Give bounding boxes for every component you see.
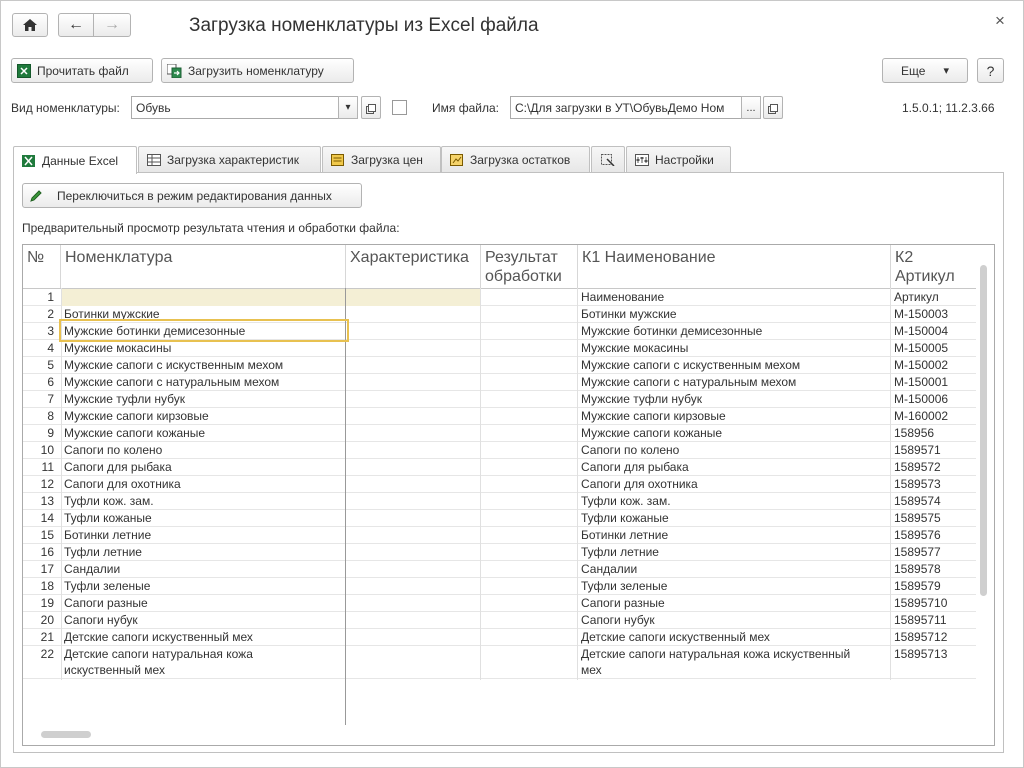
- cell-num[interactable]: 1: [47, 290, 54, 304]
- version-text: 1.5.0.1; 11.2.3.66: [902, 101, 995, 115]
- cell-item[interactable]: Мужские туфли нубук: [64, 392, 186, 406]
- cell-num[interactable]: 17: [40, 562, 54, 576]
- table-row[interactable]: [23, 544, 976, 561]
- item-type-field[interactable]: [131, 96, 339, 119]
- cell-k1[interactable]: Наименование: [581, 290, 665, 304]
- cell-item[interactable]: [61, 646, 345, 679]
- ellipsis-icon: ...: [746, 101, 756, 114]
- cell-k2[interactable]: 1589574: [894, 494, 941, 508]
- pencil-icon: [29, 189, 43, 203]
- cell-characteristic[interactable]: [346, 374, 480, 391]
- close-icon[interactable]: ×: [995, 11, 1005, 30]
- table-row[interactable]: [23, 510, 976, 527]
- table-row[interactable]: [23, 391, 976, 408]
- cell-k1[interactable]: Мужские ботинки демисезонные: [581, 324, 763, 338]
- cell-characteristic[interactable]: [346, 340, 480, 357]
- excel-icon: [17, 64, 31, 78]
- cell-result[interactable]: [481, 612, 577, 629]
- cell-num[interactable]: 20: [40, 613, 54, 627]
- cell-k1[interactable]: Сапоги нубук: [581, 613, 655, 627]
- cell-item[interactable]: Мужские мокасины: [64, 341, 172, 355]
- cell-num[interactable]: 14: [40, 511, 54, 525]
- cell-k2[interactable]: М-150002: [894, 358, 949, 372]
- cell-k2[interactable]: Артикул: [894, 290, 939, 304]
- cell-k1[interactable]: [578, 646, 890, 679]
- cell-characteristic[interactable]: [346, 510, 480, 527]
- cell-k1-line1: Детские сапоги натуральная кожа искуственный: [581, 647, 851, 661]
- cell-k1[interactable]: Туфли зеленые: [581, 579, 668, 593]
- cell-characteristic[interactable]: [346, 442, 480, 459]
- horizontal-scrollbar-thumb[interactable]: [41, 731, 91, 738]
- cell-result[interactable]: [481, 391, 577, 408]
- tab-label: Загрузка остатков: [470, 153, 571, 167]
- cell-k1[interactable]: Мужские сапоги с натуральным мехом: [581, 375, 797, 389]
- column-header-result-line1: Результат: [485, 249, 558, 266]
- cell-k2[interactable]: 1589571: [894, 443, 941, 457]
- table-row[interactable]: [23, 306, 976, 323]
- cell-result[interactable]: [481, 595, 577, 612]
- cell-result[interactable]: [481, 646, 577, 679]
- column-divider: [345, 288, 346, 725]
- table-row[interactable]: [23, 374, 976, 391]
- read-file-button[interactable]: [11, 58, 153, 83]
- table-row[interactable]: [23, 442, 976, 459]
- home-button[interactable]: [12, 13, 48, 37]
- cell-item[interactable]: Сапоги для охотника: [64, 477, 181, 491]
- cell-item[interactable]: Ботинки мужские: [64, 307, 160, 321]
- cell-result[interactable]: [481, 544, 577, 561]
- cell-k2[interactable]: М-150003: [894, 307, 949, 321]
- cell-characteristic[interactable]: [346, 493, 480, 510]
- cell-k1[interactable]: Сапоги для рыбака: [581, 460, 689, 474]
- cell-k1[interactable]: Мужские мокасины: [581, 341, 689, 355]
- cell-result[interactable]: [481, 408, 577, 425]
- cell-item-line2: искуственный мех: [64, 663, 165, 677]
- table-row[interactable]: [23, 493, 976, 510]
- cell-num[interactable]: 9: [47, 426, 54, 440]
- table-row[interactable]: [23, 476, 976, 493]
- tab-settings[interactable]: [626, 146, 731, 173]
- file-name-label: Имя файла:: [432, 101, 499, 115]
- cell-characteristic[interactable]: [346, 391, 480, 408]
- home-icon: [23, 19, 37, 31]
- cell-characteristic[interactable]: [346, 646, 480, 679]
- checkbox[interactable]: [392, 100, 407, 115]
- cell-k2[interactable]: 1589572: [894, 460, 941, 474]
- cell-k1[interactable]: Туфли летние: [581, 545, 659, 559]
- cell-characteristic[interactable]: [346, 357, 480, 374]
- cell-characteristic[interactable]: [346, 578, 480, 595]
- cell-result[interactable]: [481, 357, 577, 374]
- cell-result[interactable]: [481, 442, 577, 459]
- column-divider: [480, 288, 481, 680]
- column-divider: [577, 288, 578, 680]
- cell-item[interactable]: Мужские ботинки демисезонные: [64, 324, 246, 338]
- tab-label: Настройки: [655, 153, 714, 167]
- edit-tools-icon: [601, 154, 615, 166]
- file-select-button[interactable]: [741, 96, 761, 119]
- cell-num[interactable]: 5: [47, 358, 54, 372]
- cell-k2[interactable]: М-150001: [894, 375, 949, 389]
- column-header-result-line2: обработки: [485, 268, 562, 285]
- cell-item[interactable]: Туфли зеленые: [64, 579, 151, 593]
- cell-item[interactable]: Сапоги нубук: [64, 613, 138, 627]
- table-row[interactable]: [23, 357, 976, 374]
- table-row[interactable]: [23, 578, 976, 595]
- excel-icon: [22, 155, 36, 167]
- cell-num[interactable]: 21: [40, 630, 54, 644]
- chevron-down-icon: ▾: [943, 65, 949, 77]
- cell-k1[interactable]: Сапоги по колено: [581, 443, 680, 457]
- vertical-scrollbar[interactable]: [978, 265, 988, 725]
- cell-k1[interactable]: Мужские сапоги кирзовые: [581, 409, 726, 423]
- table-row[interactable]: [23, 595, 976, 612]
- table-row[interactable]: [23, 459, 976, 476]
- cell-item[interactable]: Сапоги разные: [64, 596, 148, 610]
- item-type-label: Вид номенклатуры:: [11, 101, 120, 115]
- tab-panel: [13, 172, 1004, 753]
- column-divider: [890, 288, 891, 680]
- cell-num[interactable]: 8: [47, 409, 54, 423]
- cell-num[interactable]: 22: [40, 647, 54, 661]
- item-type-open-button[interactable]: [361, 96, 381, 119]
- tab-load-stock[interactable]: [441, 146, 590, 173]
- file-name-value: C:\Для загрузки в УТ\ОбувьДемо Ном: [515, 100, 725, 115]
- cell-characteristic[interactable]: [346, 476, 480, 493]
- cell-num[interactable]: 11: [41, 460, 54, 474]
- table-row[interactable]: [23, 408, 976, 425]
- help-icon: ?: [986, 62, 995, 79]
- switch-edit-mode-button[interactable]: [22, 183, 362, 208]
- cell-k2[interactable]: М-150005: [894, 341, 949, 355]
- file-name-field[interactable]: [510, 96, 742, 119]
- more-button[interactable]: [882, 58, 968, 83]
- table-icon: [147, 154, 161, 166]
- column-header-result[interactable]: [481, 245, 578, 288]
- cell-item[interactable]: Туфли кожаные: [64, 511, 152, 525]
- cell-result[interactable]: [481, 510, 577, 527]
- item-type-value: Обувь: [136, 100, 171, 115]
- cell-k1[interactable]: Сапоги разные: [581, 596, 665, 610]
- cell-k1[interactable]: Мужские сапоги с искуственным мехом: [581, 358, 801, 372]
- table-row[interactable]: [23, 340, 976, 357]
- cell-characteristic[interactable]: [346, 544, 480, 561]
- cell-k2[interactable]: 15895711: [894, 613, 947, 627]
- cell-k2[interactable]: 1589578: [894, 562, 941, 576]
- table-row[interactable]: [23, 561, 976, 578]
- more-label: Еще: [901, 63, 926, 78]
- arrow-right-icon: →: [104, 16, 120, 33]
- column-header-num[interactable]: №: [23, 245, 61, 288]
- price-list-icon: [331, 154, 345, 166]
- window-title: Загрузка номенклатуры из Excel файла: [189, 15, 539, 36]
- tab-load-characteristics[interactable]: [138, 146, 321, 173]
- cell-characteristic[interactable]: [346, 629, 480, 646]
- file-open-button[interactable]: [763, 96, 783, 119]
- cell-result[interactable]: [481, 306, 577, 323]
- cell-characteristic[interactable]: [346, 612, 480, 629]
- cell-num[interactable]: 18: [40, 579, 54, 593]
- cell-k2[interactable]: 158956: [894, 426, 935, 440]
- cell-num[interactable]: 7: [47, 392, 54, 406]
- cell-k2[interactable]: 15895713: [894, 647, 948, 661]
- cell-result[interactable]: [481, 340, 577, 357]
- tab-load-prices[interactable]: [322, 146, 441, 173]
- tab-tools[interactable]: [591, 146, 625, 173]
- column-header-item[interactable]: Номенклатура: [61, 245, 346, 288]
- preview-label: Предварительный просмотр результата чтения и обработки файла:: [22, 221, 400, 235]
- vertical-scrollbar-thumb[interactable]: [980, 265, 987, 596]
- item-type-dropdown-button[interactable]: [338, 96, 358, 119]
- data-grid[interactable]: [22, 244, 995, 746]
- cell-item[interactable]: Детские сапоги искуственный мех: [64, 630, 253, 644]
- cell-k2[interactable]: М-150006: [894, 392, 949, 406]
- cell-k2[interactable]: 1589579: [894, 579, 941, 593]
- cell-characteristic[interactable]: [346, 289, 480, 306]
- read-file-label: Прочитать файл: [37, 63, 129, 78]
- cell-num[interactable]: 12: [40, 477, 54, 491]
- arrow-left-icon: ←: [68, 16, 84, 33]
- cell-item[interactable]: Мужские сапоги с натуральным мехом: [64, 375, 280, 389]
- open-window-icon: [366, 103, 376, 113]
- cell-num[interactable]: 10: [40, 443, 54, 457]
- cell-result[interactable]: [481, 425, 577, 442]
- cell-characteristic[interactable]: [346, 306, 480, 323]
- cell-k2[interactable]: 15895712: [894, 630, 948, 644]
- cell-k1[interactable]: Сандалии: [581, 562, 638, 576]
- cell-k1[interactable]: Ботинки мужские: [581, 307, 677, 321]
- cell-item[interactable]: Мужские сапоги с искуственным мехом: [64, 358, 284, 372]
- load-items-button[interactable]: [161, 58, 354, 83]
- cell-item[interactable]: Мужские сапоги кожаные: [64, 426, 206, 440]
- cell-num[interactable]: 13: [40, 494, 54, 508]
- cell-item[interactable]: Туфли летние: [64, 545, 142, 559]
- back-button[interactable]: [58, 13, 94, 37]
- column-header-k2[interactable]: [891, 245, 976, 288]
- cell-result[interactable]: [481, 527, 577, 544]
- table-row[interactable]: [23, 646, 976, 679]
- table-row[interactable]: [23, 612, 976, 629]
- tab-label: Загрузка характеристик: [167, 153, 299, 167]
- cell-item[interactable]: Сандалии: [64, 562, 121, 576]
- cell-item[interactable]: Сапоги по колено: [64, 443, 163, 457]
- cell-result[interactable]: [481, 629, 577, 646]
- cell-num[interactable]: 19: [40, 596, 54, 610]
- forward-button[interactable]: [93, 13, 131, 37]
- cell-k1[interactable]: Мужские туфли нубук: [581, 392, 703, 406]
- cell-num[interactable]: 2: [47, 307, 54, 321]
- open-window-icon: [768, 103, 778, 113]
- settings-icon: [635, 154, 649, 166]
- cell-num[interactable]: 4: [47, 341, 54, 355]
- table-row[interactable]: [23, 323, 976, 340]
- cell-characteristic[interactable]: [346, 408, 480, 425]
- cell-result[interactable]: [481, 493, 577, 510]
- cell-characteristic[interactable]: [346, 527, 480, 544]
- cell-characteristic[interactable]: [346, 425, 480, 442]
- cell-result[interactable]: [481, 476, 577, 493]
- grid-rows: [23, 289, 976, 739]
- cell-num[interactable]: 16: [40, 545, 54, 559]
- help-button[interactable]: [977, 58, 1004, 83]
- table-row[interactable]: [23, 289, 976, 306]
- cell-k2[interactable]: М-160002: [894, 409, 949, 423]
- load-items-label: Загрузить номенклатуру: [188, 63, 324, 78]
- cell-characteristic[interactable]: [346, 459, 480, 476]
- cell-result[interactable]: [481, 323, 577, 340]
- cell-result[interactable]: [481, 578, 577, 595]
- cell-result[interactable]: [481, 561, 577, 578]
- table-row[interactable]: [23, 629, 976, 646]
- cell-num[interactable]: 15: [40, 528, 54, 542]
- cell-k2[interactable]: 15895710: [894, 596, 948, 610]
- cell-item[interactable]: Мужские сапоги кирзовые: [64, 409, 209, 423]
- cell-k2[interactable]: 1589576: [894, 528, 941, 542]
- cell-k1[interactable]: Туфли кожаные: [581, 511, 669, 525]
- tab-excel-data[interactable]: [13, 146, 137, 174]
- column-header-k2-line2: Артикул: [895, 268, 955, 285]
- column-header-k1[interactable]: К1 Наименование: [578, 245, 891, 288]
- cell-item[interactable]: [61, 289, 345, 306]
- cell-k1-line2: мех: [581, 663, 602, 677]
- cell-k1[interactable]: Мужские сапоги кожаные: [581, 426, 723, 440]
- cell-item[interactable]: Ботинки летние: [64, 528, 152, 542]
- cell-characteristic[interactable]: [346, 561, 480, 578]
- tab-label: Загрузка цен: [351, 153, 423, 167]
- tab-label: Данные Excel: [42, 153, 119, 168]
- cell-num[interactable]: 3: [47, 324, 54, 338]
- cell-k1[interactable]: Сапоги для охотника: [581, 477, 698, 491]
- cell-num[interactable]: 6: [47, 375, 54, 389]
- column-header-k2-line1: К2: [895, 249, 914, 266]
- cell-k1[interactable]: Ботинки летние: [581, 528, 669, 542]
- cell-result[interactable]: [481, 289, 577, 306]
- cell-result[interactable]: [481, 374, 577, 391]
- stock-icon: [450, 154, 464, 166]
- cell-item-line1: Детские сапоги натуральная кожа: [64, 647, 253, 661]
- table-row[interactable]: [23, 527, 976, 544]
- switch-edit-mode-label: Переключиться в режим редактирования данных: [57, 188, 332, 203]
- cell-characteristic[interactable]: [346, 323, 480, 340]
- table-row[interactable]: [23, 425, 976, 442]
- cell-item[interactable]: Туфли кож. зам.: [64, 494, 154, 508]
- column-divider: [61, 288, 62, 680]
- cell-result[interactable]: [481, 459, 577, 476]
- horizontal-scrollbar[interactable]: [31, 729, 971, 739]
- cell-k2[interactable]: М-150004: [894, 324, 949, 338]
- chevron-down-icon: ▾: [345, 102, 351, 113]
- load-data-icon: [167, 64, 182, 78]
- cell-item[interactable]: Сапоги для рыбака: [64, 460, 172, 474]
- cell-k2[interactable]: 1589575: [894, 511, 941, 525]
- column-header-characteristic[interactable]: Характеристика: [346, 245, 481, 288]
- cell-k1[interactable]: Туфли кож. зам.: [581, 494, 671, 508]
- cell-characteristic[interactable]: [346, 595, 480, 612]
- cell-k2[interactable]: 1589573: [894, 477, 941, 491]
- cell-k2[interactable]: 1589577: [894, 545, 941, 559]
- cell-k1[interactable]: Детские сапоги искуственный мех: [581, 630, 770, 644]
